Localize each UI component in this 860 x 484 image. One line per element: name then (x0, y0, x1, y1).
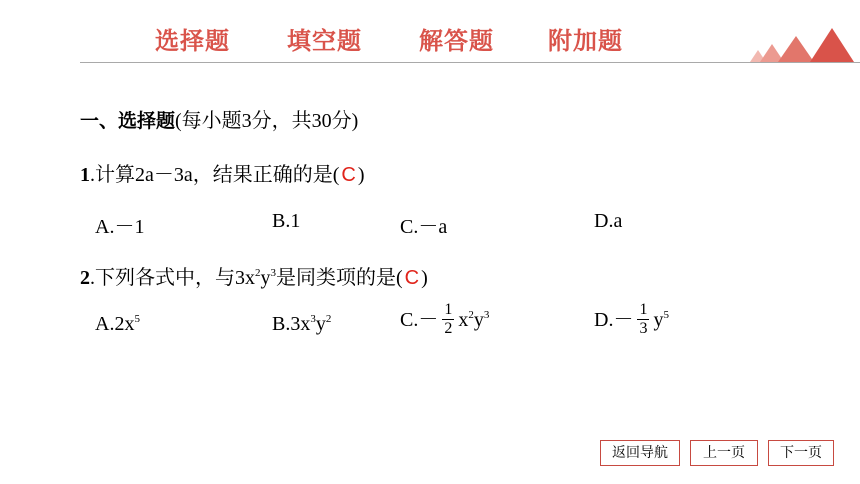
tab-problem-solving[interactable]: 解答题 (419, 27, 494, 55)
q1-option-b: B.1 (272, 210, 301, 232)
next-page-button[interactable]: 下一页 (768, 440, 834, 466)
question-1: 1.计算2a－3a，结果正确的是( C ) (80, 164, 365, 186)
back-to-navigation-button[interactable]: 返回导航 (600, 440, 680, 466)
previous-page-button[interactable]: 上一页 (690, 440, 758, 466)
answer-1: C (341, 164, 356, 186)
top-navigation (0, 0, 860, 64)
q1-option-d: D.a (594, 210, 623, 232)
fraction-one-half: $\frac{1}{2}$ (444, 301, 453, 337)
tab-bonus[interactable]: 附加题 (548, 27, 623, 55)
tab-fill-in-blank[interactable]: 填空题 (287, 27, 362, 55)
q2-option-a: $A.2x^5$ (95, 313, 140, 335)
q2-option-c: C.－ $\frac{1}{2}$ $x^2y^3$ (400, 301, 490, 337)
q1-option-c: C.－a (400, 216, 448, 238)
question-2: 2.下列各式中，与$3x^2y^3$是同类项的是( C ) (80, 267, 428, 289)
header-divider (80, 62, 860, 63)
q1-option-a: A.－1 (95, 216, 145, 238)
answer-2: C (404, 267, 420, 289)
decorative-triangles-icon (748, 22, 860, 64)
section-title: 一、选择题(每小题3分，共30分) (80, 110, 359, 132)
q2-option-b: $B.3x^3y^2$ (272, 313, 332, 335)
q2-option-d: D.－ $\frac{1}{3}$ $y^5$ (594, 301, 669, 337)
fraction-one-third: $\frac{1}{3}$ (639, 301, 648, 337)
tab-multiple-choice[interactable]: 选择题 (155, 27, 230, 55)
